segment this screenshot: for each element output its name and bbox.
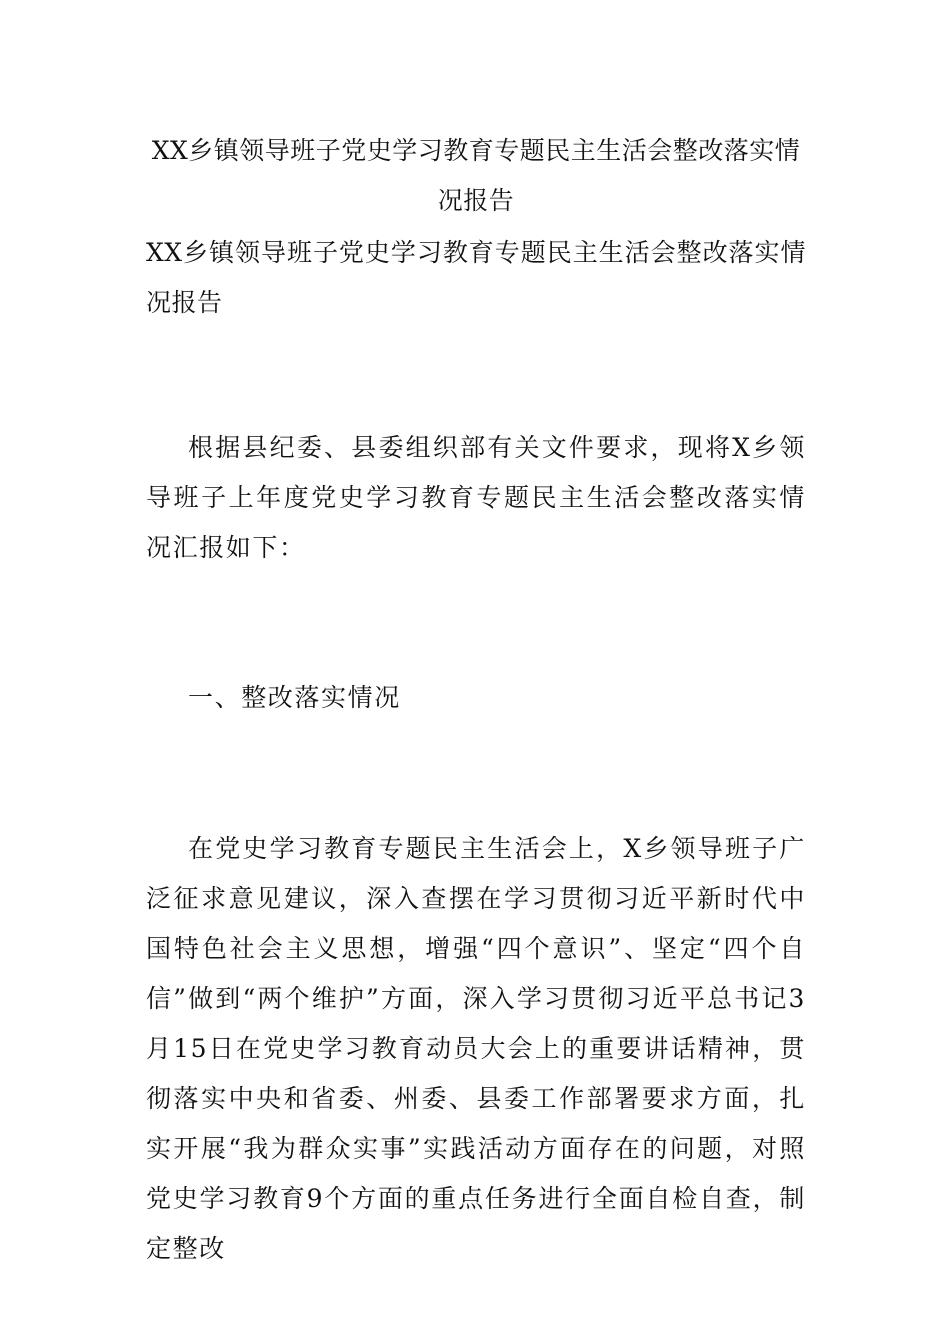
document-title: XX乡镇领导班子党史学习教育专题民主生活会整改落实情况报告 <box>151 136 801 215</box>
body-paragraph: 在党史学习教育专题民主生活会上，X乡领导班子广泛征求意见建议，深入查摆在学习贯彻习近平新时代中国特色社会主义思想，增强“四个意识”、坚定“四个自信”做到“两个维护”方面，深入学习贯彻习近平总书记3月15日在党史学习教育动员大会上的重要讲话精神，贯彻落实中央和省委、州委、县委工作部署要求方面，扎实开展“我为群众实事”实践活动方面存在的问题，对照党史学习教育9个方面的重点任务进行全面自检自查，制定整改 <box>146 834 806 1263</box>
section-heading: 一、整改落实情况 <box>188 683 401 712</box>
intro-paragraph: 根据县纪委、县委组织部有关文件要求，现将X乡领导班子上年度党史学习教育专题民主生活会整改落实情况汇报如下： <box>146 433 806 562</box>
document-title-repeat: XX乡镇领导班子党史学习教育专题民主生活会整改落实情况报告 <box>146 238 806 317</box>
